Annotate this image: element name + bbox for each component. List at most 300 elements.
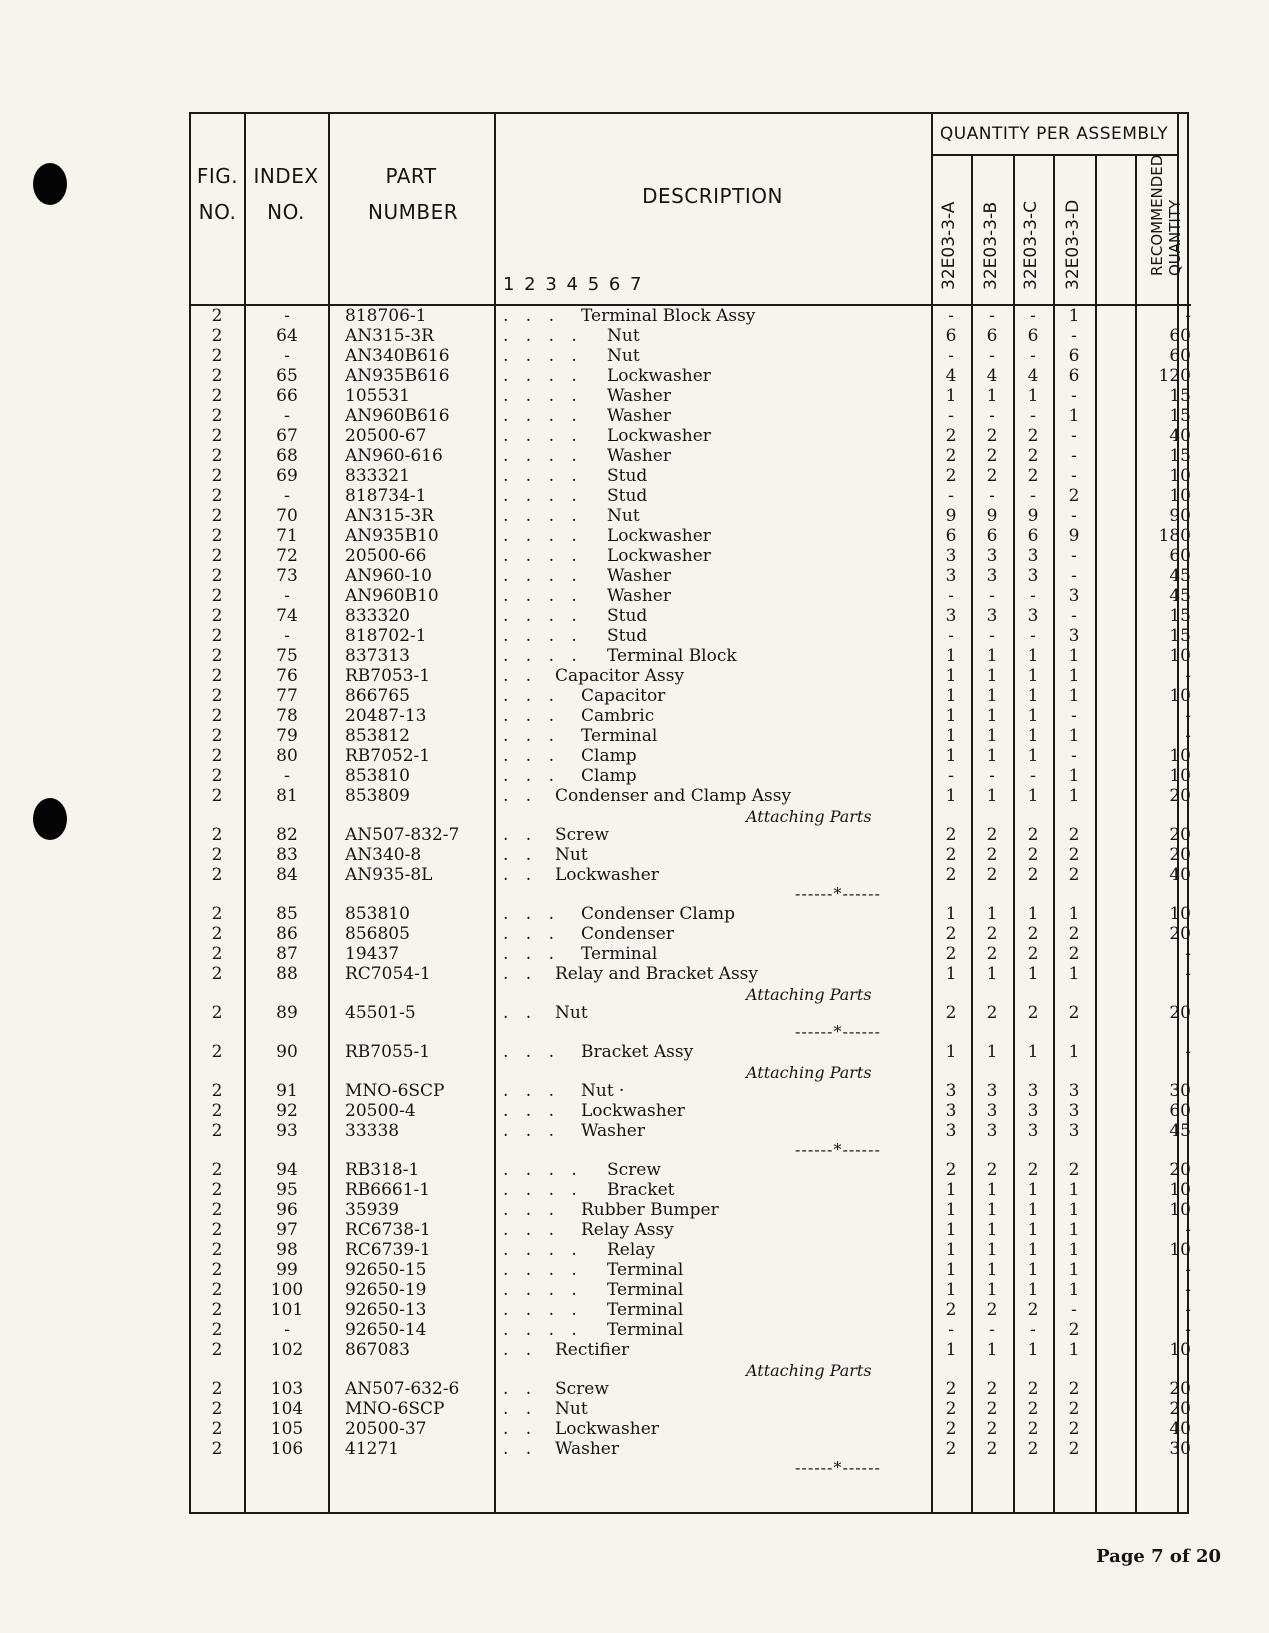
cell-qa: 1: [945, 726, 957, 746]
indent-dots: . . . .: [503, 1260, 583, 1280]
cell-qb: 2: [986, 924, 998, 944]
indent-dots: . . . .: [503, 1240, 583, 1260]
cell-fig: 2: [211, 944, 223, 964]
cell-qc: 2: [1027, 825, 1039, 845]
cell-qa: 1: [945, 1180, 957, 1200]
cell-rec: 45: [1169, 566, 1191, 586]
cell-qd: 3: [1068, 1121, 1080, 1141]
cell-qb: 2: [986, 426, 998, 446]
cell-qc: 1: [1027, 1042, 1039, 1062]
cell-description: [503, 1419, 659, 1440]
attaching-parts-caption: Attaching Parts: [746, 985, 872, 1004]
cell-part: AN935-8L: [345, 865, 433, 885]
cell-qc: 1: [1027, 706, 1039, 726]
cell-qd: -: [1071, 326, 1077, 346]
attaching-parts-caption: Attaching Parts: [746, 807, 872, 826]
header-recommended-quantity: RECOMMENDED QUANTITY: [1148, 154, 1184, 276]
cell-fig: 2: [211, 706, 223, 726]
cell-qa: 1: [945, 1240, 957, 1260]
cell-rec: -: [1185, 944, 1191, 964]
cell-qc: 1: [1027, 1240, 1039, 1260]
cell-fig: 2: [211, 506, 223, 526]
cell-qb: 1: [986, 1260, 998, 1280]
cell-part: AN507-832-7: [345, 825, 460, 845]
cell-part: 19437: [345, 944, 400, 964]
table-row: [191, 446, 1191, 467]
table-row: [191, 904, 1191, 925]
cell-qc: 2: [1027, 1439, 1039, 1459]
cell-qb: -: [989, 406, 995, 426]
cell-description: [503, 746, 637, 767]
description-text: Lockwasher: [555, 865, 659, 885]
cell-qb: 2: [986, 944, 998, 964]
cell-rec: 10: [1169, 746, 1191, 766]
indent-dots: . .: [503, 865, 538, 885]
cell-part: 853812: [345, 726, 410, 746]
description-text: Clamp: [581, 766, 637, 786]
cell-description: [503, 486, 647, 507]
description-text: Screw: [555, 1379, 609, 1399]
cell-qd: 2: [1068, 865, 1080, 885]
cell-rec: -: [1185, 1220, 1191, 1240]
table-row: [191, 1379, 1191, 1400]
table-row: [191, 944, 1191, 965]
description-text: Stud: [607, 486, 648, 506]
cell-index: -: [284, 306, 290, 326]
cell-qc: -: [1030, 766, 1036, 786]
cell-qc: -: [1030, 486, 1036, 506]
table-row: [191, 1081, 1191, 1102]
cell-qa: 9: [945, 506, 957, 526]
cell-qd: 1: [1068, 786, 1080, 806]
description-text: Terminal: [607, 1260, 684, 1280]
cell-qa: 2: [945, 1379, 957, 1399]
cell-qc: 9: [1027, 506, 1039, 526]
cell-index: -: [284, 406, 290, 426]
cell-fig: 2: [211, 924, 223, 944]
table-row: [191, 1180, 1191, 1201]
cell-index: 101: [270, 1300, 304, 1320]
cell-qa: 1: [945, 686, 957, 706]
cell-index: 73: [276, 566, 298, 586]
table-row: [191, 1121, 1191, 1142]
header-assembly-d: 32E03-3-D: [1063, 199, 1083, 290]
cell-index: 80: [276, 746, 298, 766]
header-quantity-per-assembly: QUANTITY PER ASSEMBLY: [939, 124, 1169, 144]
cell-part: AN315-3R: [345, 326, 434, 346]
cell-rec: -: [1185, 306, 1191, 326]
cell-qd: 1: [1068, 686, 1080, 706]
cell-qc: 2: [1027, 1419, 1039, 1439]
cell-qc: 2: [1027, 1399, 1039, 1419]
cell-rec: 20: [1169, 1379, 1191, 1399]
cell-part: 866765: [345, 686, 410, 706]
cell-qc: -: [1030, 346, 1036, 366]
description-text: Condenser and Clamp Assy: [555, 786, 792, 806]
indent-dots: . .: [503, 1399, 538, 1419]
cell-rec: 20: [1169, 825, 1191, 845]
cell-qa: -: [948, 766, 954, 786]
description-text: Stud: [607, 466, 648, 486]
table-row: [191, 1399, 1191, 1420]
cell-qc: 6: [1027, 326, 1039, 346]
table-row: [191, 1160, 1191, 1181]
cell-qc: 2: [1027, 845, 1039, 865]
cell-fig: 2: [211, 546, 223, 566]
cell-qb: 2: [986, 466, 998, 486]
indent-dots: . . .: [503, 726, 561, 746]
cell-description: [503, 306, 755, 327]
table-row: [191, 566, 1191, 587]
cell-qb: 1: [986, 1240, 998, 1260]
cell-qb: 1: [986, 1280, 998, 1300]
table-row: [191, 1003, 1191, 1024]
cell-qb: -: [989, 586, 995, 606]
cell-qd: 1: [1068, 646, 1080, 666]
cell-fig: 2: [211, 904, 223, 924]
indent-dots: . . .: [503, 746, 561, 766]
cell-fig: 2: [211, 1379, 223, 1399]
cell-fig: 2: [211, 746, 223, 766]
cell-index: 93: [276, 1121, 298, 1141]
table-row: [191, 666, 1191, 687]
cell-fig: 2: [211, 845, 223, 865]
description-text: Lockwasher: [607, 426, 711, 446]
cell-description: [503, 1439, 619, 1460]
cell-qb: 1: [986, 786, 998, 806]
cell-qa: 3: [945, 566, 957, 586]
cell-part: 818702-1: [345, 626, 427, 646]
section-separator: ------*------: [795, 884, 881, 903]
cell-qb: 1: [986, 686, 998, 706]
cell-index: 88: [276, 964, 298, 984]
cell-fig: 2: [211, 306, 223, 326]
cell-qa: 3: [945, 546, 957, 566]
cell-qb: 6: [986, 326, 998, 346]
cell-description: [503, 626, 647, 647]
cell-rec: 10: [1169, 904, 1191, 924]
cell-part: RC7054-1: [345, 964, 431, 984]
cell-qd: 9: [1068, 526, 1080, 546]
cell-description: [503, 1399, 588, 1420]
table-row: [191, 466, 1191, 487]
cell-qb: 2: [986, 1439, 998, 1459]
indent-dots: . .: [503, 1439, 538, 1459]
description-text: Stud: [607, 626, 648, 646]
cell-description: [503, 1042, 693, 1063]
cell-index: 72: [276, 546, 298, 566]
header-fig-no: FIG. NO.: [196, 164, 239, 224]
cell-qa: 1: [945, 706, 957, 726]
description-text: Lockwasher: [607, 366, 711, 386]
cell-qc: 1: [1027, 904, 1039, 924]
cell-qd: -: [1071, 506, 1077, 526]
cell-qc: 3: [1027, 606, 1039, 626]
cell-qd: -: [1071, 446, 1077, 466]
cell-qb: 2: [986, 1003, 998, 1023]
cell-rec: 40: [1169, 865, 1191, 885]
cell-description: [503, 964, 758, 985]
indent-dots: . . .: [503, 1042, 561, 1062]
cell-description: [503, 526, 711, 547]
cell-description: [503, 606, 647, 627]
cell-qa: 1: [945, 646, 957, 666]
description-text: Rectifier: [555, 1340, 630, 1360]
cell-qd: 1: [1068, 666, 1080, 686]
table-row: [191, 706, 1191, 727]
table-row: [191, 786, 1191, 807]
description-text: Clamp: [581, 746, 637, 766]
cell-qd: 1: [1068, 306, 1080, 326]
cell-part: RB7055-1: [345, 1042, 431, 1062]
cell-index: 87: [276, 944, 298, 964]
description-text: Nut: [555, 1399, 588, 1419]
description-text: Nut: [555, 1003, 588, 1023]
cell-index: 89: [276, 1003, 298, 1023]
cell-qb: 2: [986, 446, 998, 466]
cell-qd: -: [1071, 426, 1077, 446]
cell-fig: 2: [211, 666, 223, 686]
description-text: Washer: [607, 386, 671, 406]
cell-qb: -: [989, 1320, 995, 1340]
cell-rec: 60: [1169, 1101, 1191, 1121]
cell-qa: 2: [945, 924, 957, 944]
cell-description: [503, 1280, 683, 1301]
indent-dots: . . .: [503, 706, 561, 726]
cell-description: [503, 646, 737, 667]
cell-qb: 1: [986, 706, 998, 726]
cell-qc: 2: [1027, 1003, 1039, 1023]
attaching-parts-caption: Attaching Parts: [746, 1063, 872, 1082]
cell-description: [503, 1160, 661, 1181]
cell-index: 86: [276, 924, 298, 944]
cell-index: 70: [276, 506, 298, 526]
cell-qc: 2: [1027, 944, 1039, 964]
cell-fig: 2: [211, 426, 223, 446]
cell-qa: 1: [945, 1260, 957, 1280]
table-row: [191, 865, 1191, 886]
page-number: Page 7 of 20: [1096, 1546, 1221, 1567]
cell-qd: 1: [1068, 964, 1080, 984]
cell-qc: 3: [1027, 566, 1039, 586]
cell-qa: 2: [945, 825, 957, 845]
cell-description: [503, 1379, 609, 1400]
cell-qb: 1: [986, 1180, 998, 1200]
cell-rec: -: [1185, 1042, 1191, 1062]
cell-fig: 2: [211, 526, 223, 546]
cell-rec: 15: [1169, 446, 1191, 466]
cell-qc: 1: [1027, 686, 1039, 706]
cell-description: [503, 766, 637, 787]
parts-list-table: [189, 112, 1189, 1514]
cell-qd: 1: [1068, 1260, 1080, 1280]
cell-qc: 1: [1027, 646, 1039, 666]
cell-qb: 1: [986, 964, 998, 984]
cell-fig: 2: [211, 1320, 223, 1340]
cell-description: [503, 825, 609, 846]
table-row: [191, 686, 1191, 707]
cell-qb: 1: [986, 386, 998, 406]
cell-part: RB6661-1: [345, 1180, 431, 1200]
cell-rec: 45: [1169, 586, 1191, 606]
indent-dots: . . . .: [503, 366, 583, 386]
cell-fig: 2: [211, 406, 223, 426]
section-separator: ------*------: [795, 1458, 881, 1477]
cell-qa: 1: [945, 1200, 957, 1220]
cell-qa: -: [948, 346, 954, 366]
cell-rec: 90: [1169, 506, 1191, 526]
description-text: Relay and Bracket Assy: [555, 964, 759, 984]
cell-qb: 2: [986, 1160, 998, 1180]
indent-dots: . . .: [503, 924, 561, 944]
cell-fig: 2: [211, 466, 223, 486]
description-text: Lockwasher: [607, 526, 711, 546]
cell-qc: 2: [1027, 1300, 1039, 1320]
cell-qa: 2: [945, 426, 957, 446]
cell-part: MNO-6SCP: [345, 1399, 445, 1419]
cell-qc: 1: [1027, 726, 1039, 746]
indent-dots: . .: [503, 1003, 538, 1023]
table-row: [191, 386, 1191, 407]
cell-rec: -: [1185, 964, 1191, 984]
indent-dots: . .: [503, 786, 538, 806]
cell-description: [503, 1340, 629, 1361]
cell-qc: 4: [1027, 366, 1039, 386]
cell-part: 853810: [345, 766, 410, 786]
cell-qc: 1: [1027, 746, 1039, 766]
binder-hole-bottom: [33, 798, 67, 840]
cell-qa: -: [948, 486, 954, 506]
cell-qc: -: [1030, 626, 1036, 646]
description-text: Bracket: [607, 1180, 675, 1200]
cell-description: [503, 346, 640, 367]
section-separator: ------*------: [795, 1022, 881, 1041]
cell-description: [503, 706, 654, 727]
cell-qb: 3: [986, 546, 998, 566]
cell-qa: 3: [945, 1121, 957, 1141]
cell-index: 65: [276, 366, 298, 386]
cell-qb: 4: [986, 366, 998, 386]
cell-rec: 10: [1169, 1340, 1191, 1360]
cell-description: [503, 546, 711, 567]
cell-fig: 2: [211, 326, 223, 346]
cell-qd: -: [1071, 566, 1077, 586]
indent-dots: . . .: [503, 306, 561, 326]
indent-dots: . . . .: [503, 626, 583, 646]
cell-qb: 1: [986, 646, 998, 666]
cell-qa: 2: [945, 446, 957, 466]
cell-qd: 2: [1068, 1419, 1080, 1439]
cell-part: AN960B616: [345, 406, 450, 426]
cell-part: AN340-8: [345, 845, 422, 865]
header-index-no: INDEX NO.: [253, 164, 319, 224]
table-row: [191, 546, 1191, 567]
cell-qc: -: [1030, 306, 1036, 326]
cell-qd: 1: [1068, 1340, 1080, 1360]
cell-qa: 1: [945, 1220, 957, 1240]
cell-qc: -: [1030, 586, 1036, 606]
cell-fig: 2: [211, 366, 223, 386]
cell-fig: 2: [211, 1121, 223, 1141]
indent-dots: . . .: [503, 1101, 561, 1121]
cell-qd: 2: [1068, 924, 1080, 944]
cell-rec: -: [1185, 1280, 1191, 1300]
table-row: [191, 726, 1191, 747]
cell-description: [503, 1003, 588, 1024]
cell-qd: -: [1071, 1300, 1077, 1320]
table-row: [191, 366, 1191, 387]
cell-qd: 6: [1068, 346, 1080, 366]
cell-part: 92650-19: [345, 1280, 427, 1300]
cell-qc: 1: [1027, 1280, 1039, 1300]
cell-fig: 2: [211, 1180, 223, 1200]
table-row: [191, 1101, 1191, 1122]
cell-fig: 2: [211, 1160, 223, 1180]
cell-rec: 15: [1169, 626, 1191, 646]
cell-rec: -: [1185, 1260, 1191, 1280]
cell-rec: 60: [1169, 546, 1191, 566]
cell-rec: 60: [1169, 346, 1191, 366]
cell-part: 33338: [345, 1121, 400, 1141]
cell-description: [503, 924, 674, 945]
table-row: [191, 326, 1191, 347]
cell-index: 71: [276, 526, 298, 546]
cell-description: [503, 904, 735, 925]
cell-description: [503, 586, 671, 607]
description-text: Nut ·: [581, 1081, 625, 1101]
cell-description: [503, 1320, 683, 1341]
description-text: Nut: [555, 845, 588, 865]
cell-index: 81: [276, 786, 298, 806]
cell-qc: 1: [1027, 1260, 1039, 1280]
header-description: DESCRIPTION: [642, 184, 783, 208]
cell-qb: 1: [986, 904, 998, 924]
cell-part: 833320: [345, 606, 410, 626]
cell-fig: 2: [211, 1419, 223, 1439]
table-row: [191, 346, 1191, 367]
indent-dots: . . . .: [503, 1280, 583, 1300]
description-text: Rubber Bumper: [581, 1200, 719, 1220]
description-text: Terminal: [581, 726, 658, 746]
cell-qd: 2: [1068, 1160, 1080, 1180]
cell-qa: 3: [945, 606, 957, 626]
cell-description: [503, 786, 791, 807]
binder-hole-top: [33, 163, 67, 205]
description-text: Capacitor Assy: [555, 666, 685, 686]
cell-qb: -: [989, 626, 995, 646]
cell-qb: 2: [986, 1399, 998, 1419]
indent-dots: . . . .: [503, 1160, 583, 1180]
cell-qc: 3: [1027, 1101, 1039, 1121]
cell-index: 64: [276, 326, 298, 346]
table-row: [191, 1042, 1191, 1063]
cell-qd: 1: [1068, 1280, 1080, 1300]
cell-qb: 1: [986, 746, 998, 766]
cell-qa: -: [948, 626, 954, 646]
table-row: [191, 1340, 1191, 1361]
cell-qc: 6: [1027, 526, 1039, 546]
cell-part: 853810: [345, 904, 410, 924]
cell-index: 69: [276, 466, 298, 486]
cell-rec: 30: [1169, 1081, 1191, 1101]
indent-dots: . . .: [503, 944, 561, 964]
cell-part: AN960B10: [345, 586, 439, 606]
cell-qa: 2: [945, 1399, 957, 1419]
cell-part: 20500-37: [345, 1419, 427, 1439]
description-text: Terminal: [607, 1280, 684, 1300]
cell-part: 45501-5: [345, 1003, 416, 1023]
cell-description: [503, 1240, 655, 1261]
